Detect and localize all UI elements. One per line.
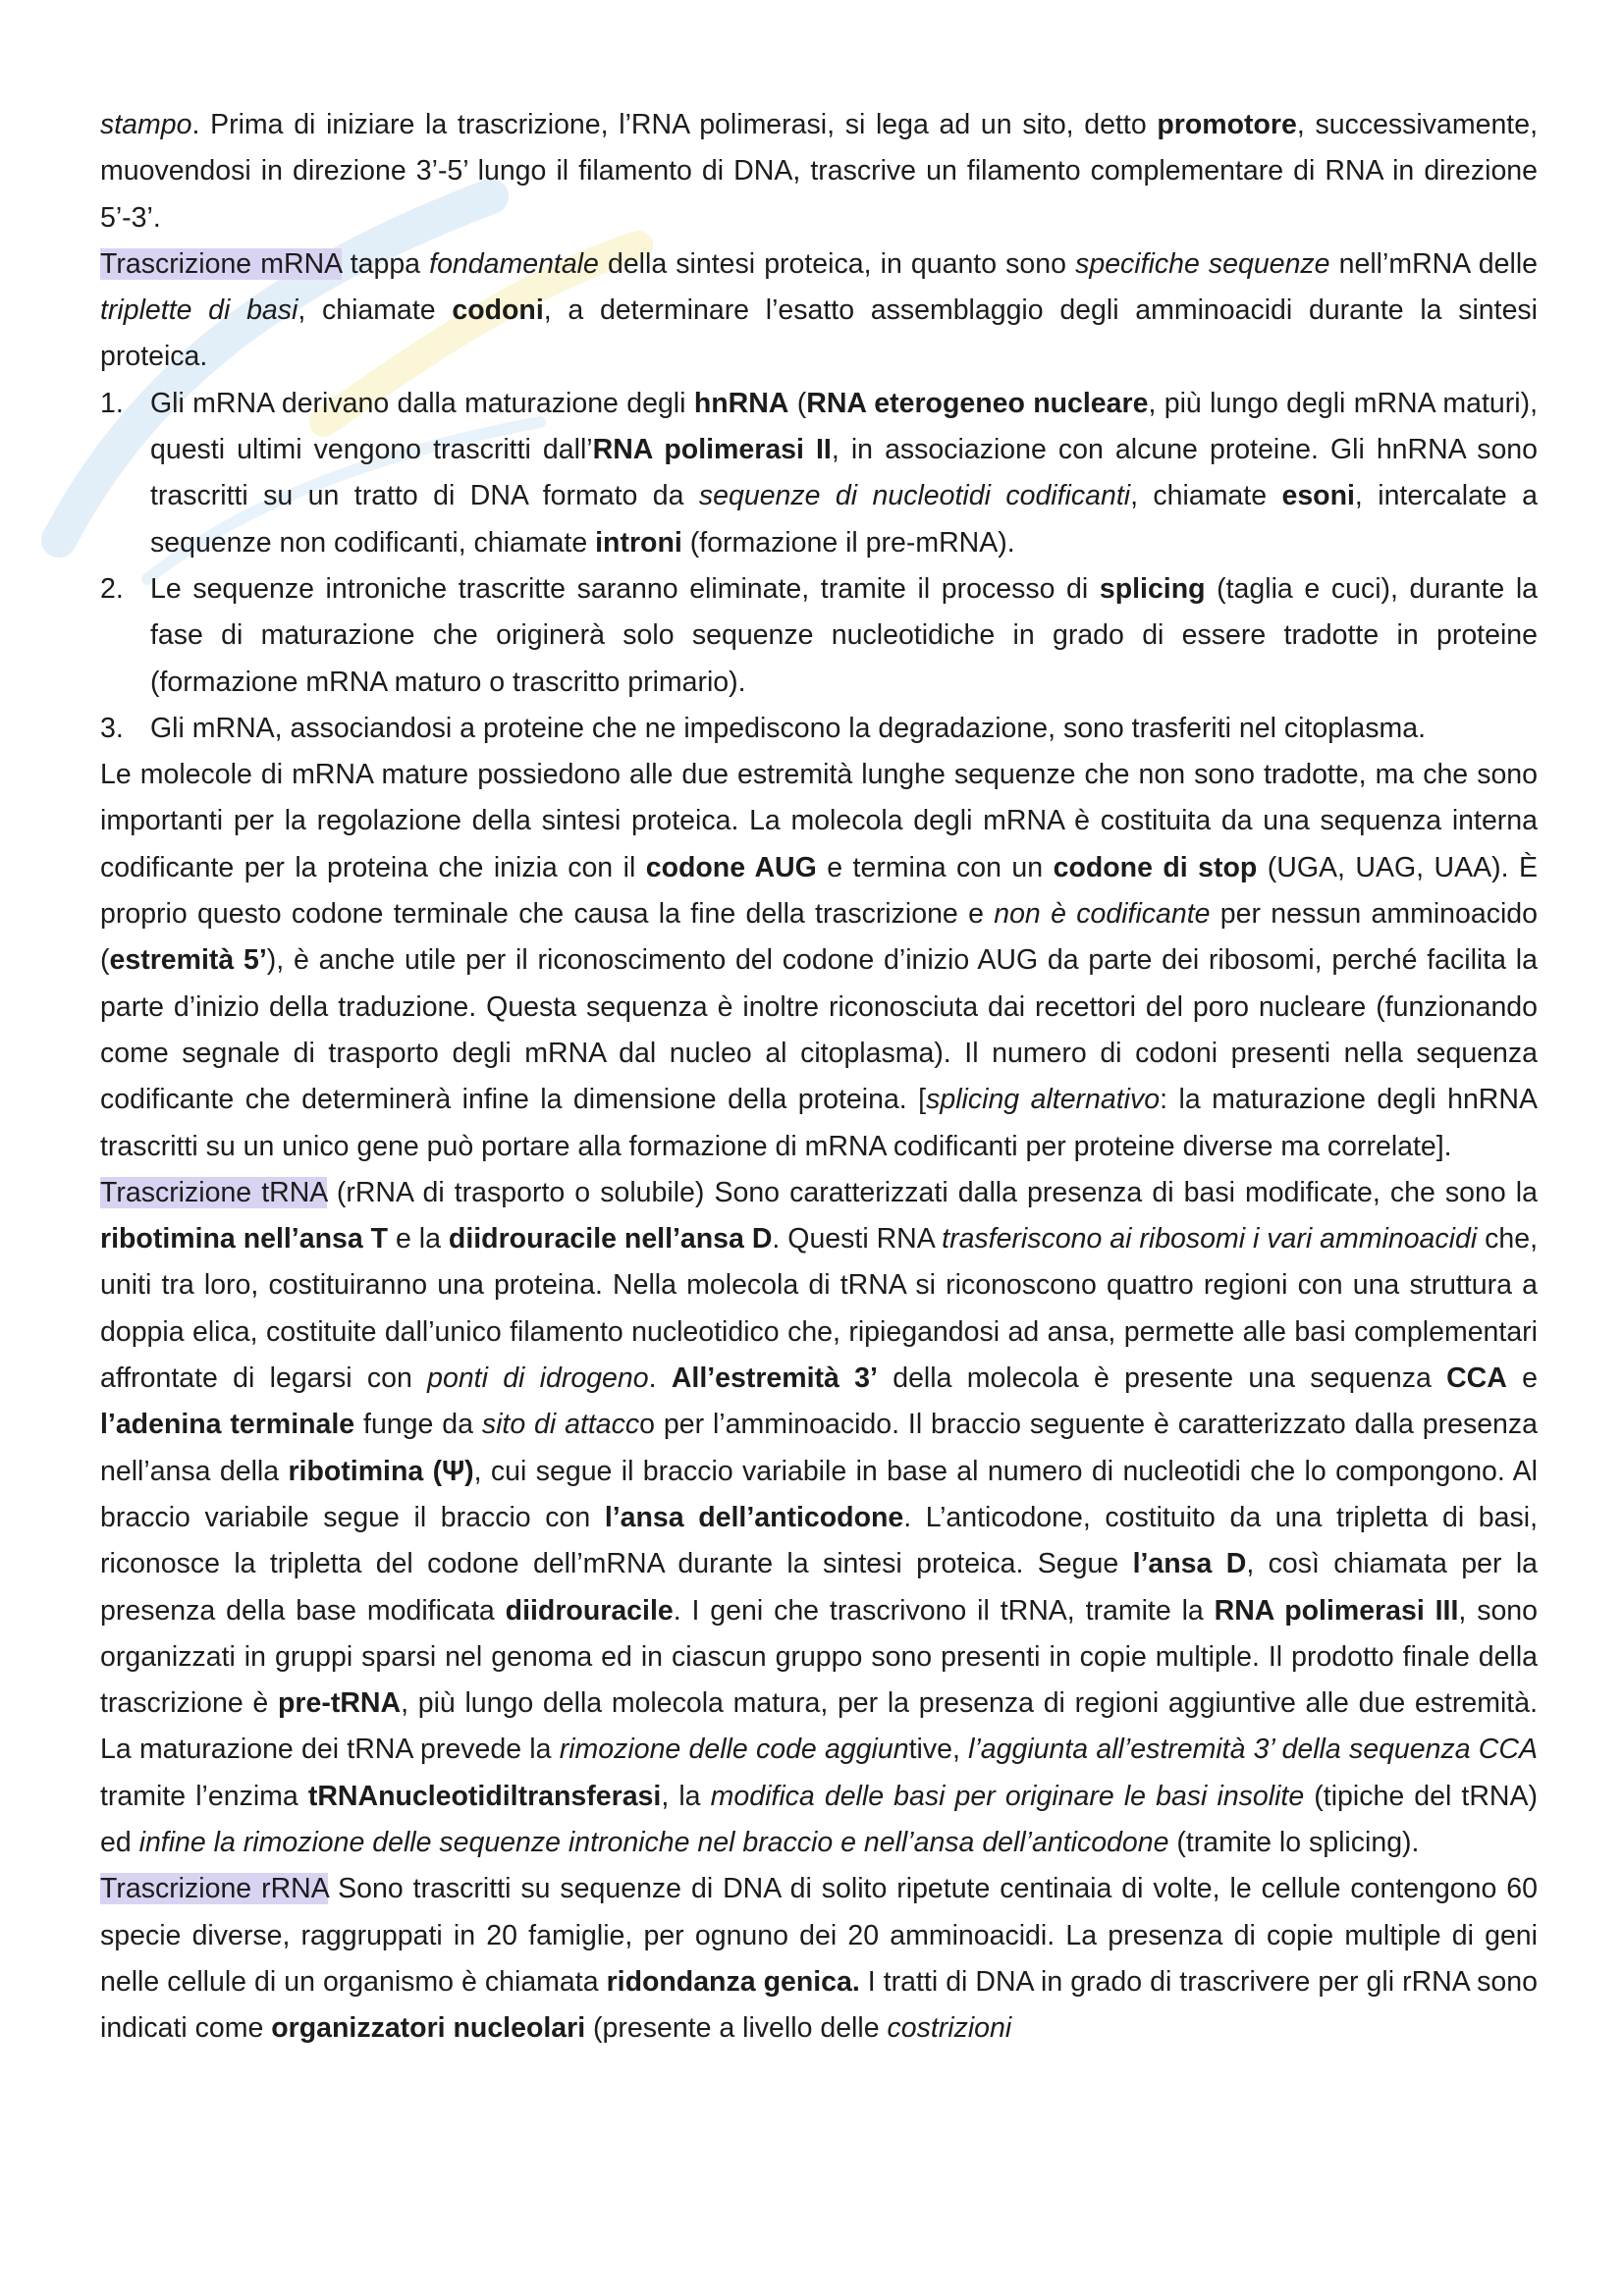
text-run: (rRNA di trasporto o solubile) Sono caratterizzati dalla presenza di basi modificate, che sono la (326, 1176, 1538, 1208)
italic-phrase: stampo (100, 109, 192, 140)
text-run: che, uniti tra loro, costituiranno una proteina. Nella molecola di tRNA si riconoscono quattro regioni con una struttura a doppia elica, costituite dall’unico filamento nucleotidico che, ripiegandosi ad ansa, permette alle basi complementari affrontate di legarsi con (100, 1223, 1538, 1395)
italic-phrase: fondamentale (429, 247, 599, 280)
text-run: (taglia e cuci), durante la fase di maturazione che originerà solo sequenze nucleotidiche in grado di essere tradotte in proteine (formazione mRNA maturo o trascritto primario). (150, 572, 1539, 698)
text-run: , in associazione con alcune proteine. Gli hnRNA sono trascritti su un tratto di DNA formato da (150, 434, 1539, 512)
text-run: : la maturazione degli hnRNA trascritti su un unico gene può portare alla formazione di mRNA codificanti per proteine diverse ma correlate]. (100, 1084, 1538, 1162)
text-run: , successivamente, muovendosi in direzione 3’-5’ lungo il filamento di DNA, trascrive un filamento complementare di RNA in direzione 5’-3’. (100, 109, 1538, 234)
italic-phrase: triplette di basi (100, 294, 298, 327)
bold-term: codone AUG (645, 851, 817, 883)
italic-phrase: costrizioni (887, 2012, 1012, 2045)
bold-term: CCA (1446, 1362, 1507, 1395)
text-run: Gli mRNA derivano dalla maturazione degli (150, 387, 694, 419)
bold-term: diidrouracile (505, 1594, 674, 1627)
bold-term: All’estremità 3’ (671, 1362, 878, 1395)
text-run: Le molecole di mRNA mature possiedono alle due estremità lunghe sequenze che non sono tradotte, ma che sono importanti per la regolazione della sintesi proteica. La molecola degli mRNA è costituita da una sequenza interna codificante per la proteina che inizia con il (100, 759, 1538, 883)
text-run: . L’anticodone, costituito da una tripletta di basi, riconosce la tripletta del codone dell’mRNA durante la sintesi proteica. Segue (100, 1501, 1539, 1580)
text-run: per nessun amminoacido ( (100, 898, 1538, 977)
paragraph-mrna (100, 241, 1538, 381)
bold-term: organizzatori nucleolari (271, 2012, 586, 2045)
bold-term: RNA eterogeneo nucleare (806, 387, 1149, 419)
text-run: ), è anche utile per il riconoscimento del codone d’inizio AUG da parte dei ribosomi, perché facilita la parte d’inizio della traduzione. Questa sequenza è inoltre riconosciuta dai recettori del poro nucleare (funzionando come segnale di trasporto degli mRNA dal nucleo al citoplasma). Il numero di codoni presenti nella sequenza codificante che determinerà infine la dimensione della proteina. [ (100, 944, 1538, 1116)
text-run: Le sequenze introniche trascritte saranno eliminate, tramite il processo di (150, 572, 1100, 605)
mrna-steps-list (100, 381, 1538, 752)
bold-term: splicing (1099, 572, 1206, 605)
text-run: , più lungo degli mRNA maturi), questi ultimi vengono trascritti dall’ (150, 387, 1538, 466)
text-run: . Questi RNA (772, 1223, 943, 1255)
text-run: I tratti di DNA in grado di trascrivere per gli rRNA sono indicati come (100, 1965, 1538, 2045)
bold-term: codone di stop (1053, 851, 1258, 883)
text-run: (UGA, UAG, UAA). È proprio questo codone terminale che causa la fine della trascrizione e (100, 851, 1538, 931)
bold-term: esoni (1281, 480, 1355, 512)
section-heading-highlight: Trascrizione mRNA (100, 247, 342, 280)
list-item (100, 566, 1538, 706)
list-number: 1. (100, 387, 124, 419)
bold-term: tRNAnucleotidiltransferasi (307, 1780, 662, 1812)
text-run: , così chiamata per la presenza della base modificata (100, 1548, 1538, 1627)
paragraph-mature-mrna (100, 752, 1538, 1170)
list-number: 2. (100, 572, 124, 605)
italic-phrase: splicing alternativo (926, 1084, 1161, 1116)
text-run: , chiamate (1130, 480, 1282, 512)
bold-term: ridondanza genica. (606, 1965, 860, 1998)
bold-term: ribotimina (Ψ) (288, 1455, 474, 1487)
text-run: (tipiche del tRNA) ed (100, 1780, 1538, 1858)
text-run: o per l’amminoacido. Il braccio seguente è caratterizzato dalla presenza nell’ansa della (100, 1409, 1539, 1487)
paragraph-intro (100, 102, 1538, 241)
text-run: Gli mRNA, associandosi a proteine che ne impediscono la degradazione, sono trasferiti nel citoplasma. (150, 712, 1427, 744)
bold-term: l’ansa D (1132, 1548, 1247, 1580)
bold-term: l’ansa dell’anticodone (604, 1501, 904, 1533)
text-run: (formazione il pre-mRNA). (681, 526, 1015, 559)
text-run: , più lungo della molecola matura, per la presenza di regioni aggiuntive alle due estremità. La maturazione dei tRNA prevede la (100, 1687, 1538, 1766)
text-run: Sono trascritti su sequenze di DNA di solito ripetute centinaia di volte, le cellule contengono 60 specie diverse, raggruppati in 20 famiglie, per ognuno dei 20 amminoacidi. La presenza di copie multiple di geni nelle cellule di un organismo è chiamata (100, 1873, 1538, 1998)
text-run: della sintesi proteica, in quanto sono (598, 247, 1076, 280)
bold-term: diidrouracile nell’ansa D (448, 1223, 773, 1255)
text-run: e la (388, 1223, 449, 1255)
text-run: , chiamate (298, 294, 453, 327)
italic-phrase: ponti di idrogeno (427, 1362, 649, 1395)
bold-term: introni (595, 526, 682, 559)
bold-term: ribotimina nell’ansa T (100, 1223, 389, 1255)
italic-phrase: modifica delle basi per originare le basi insolite (710, 1780, 1305, 1812)
document-page (100, 102, 1538, 2052)
text-run: tive, (908, 1734, 969, 1766)
italic-phrase: rimozione delle code aggiun (559, 1734, 909, 1766)
text-run: ( (788, 387, 807, 419)
text-run: , la (661, 1780, 711, 1812)
bold-term: RNA polimerasi III (1214, 1594, 1459, 1627)
text-run: e (1506, 1362, 1538, 1395)
text-run: e termina con un (816, 851, 1054, 883)
text-run: . Prima di iniziare la trascrizione, l’RNA polimerasi, si lega ad un sito, detto (191, 109, 1158, 140)
paragraph-rrna (100, 1866, 1538, 2052)
list-item-text (150, 713, 1426, 744)
bold-term: hnRNA (693, 387, 789, 419)
section-heading-highlight: Trascrizione rRNA (100, 1873, 329, 1905)
italic-phrase: sito di attacc (481, 1409, 640, 1441)
text-run: , a determinare l’esatto assemblaggio degli amminoacidi durante la sintesi proteica. (100, 294, 1538, 373)
italic-phrase: sequenze di nucleotidi codificanti (698, 480, 1131, 512)
text-run: , sono organizzati in gruppi sparsi nel genoma ed in ciascun gruppo sono presenti in copie multiple. Il prodotto finale della trascrizione è (100, 1594, 1539, 1720)
list-item-text (150, 388, 1538, 559)
list-item (100, 706, 1538, 752)
italic-phrase: infine la rimozione delle sequenze introniche nel braccio e nell’ansa dell’anticodone (138, 1826, 1169, 1858)
text-run: della molecola è presente una sequenza (877, 1362, 1447, 1395)
italic-phrase: specifiche sequenze (1075, 247, 1330, 280)
text-run: , cui segue il braccio variabile in base al numero di nucleotidi che lo compongono. Al braccio variabile segue il braccio con (100, 1455, 1538, 1533)
bold-term: estremità 5’ (109, 944, 267, 977)
bold-term: promotore (1157, 109, 1297, 140)
italic-phrase: non è codificante (994, 898, 1211, 931)
text-run: , intercalate a sequenze non codificanti, chiamate (150, 480, 1538, 559)
text-run: (presente a livello delle (585, 2012, 888, 2045)
bold-term: pre-tRNA (278, 1687, 402, 1720)
text-run: tappa (341, 247, 430, 280)
text-run: nell’mRNA delle (1329, 247, 1539, 280)
paragraph-trna (100, 1170, 1538, 1866)
text-run: funge da (354, 1409, 482, 1441)
list-item-text (150, 573, 1538, 698)
bold-term: codoni (452, 294, 544, 327)
list-item (100, 381, 1538, 566)
text-run: . (648, 1362, 672, 1395)
bold-term: RNA polimerasi II (592, 434, 832, 466)
list-number: 3. (100, 712, 124, 744)
text-run: tramite l’enzima (100, 1780, 308, 1812)
text-run: (tramite lo splicing). (1168, 1826, 1420, 1858)
italic-phrase: l’aggiunta all’estremità 3’ della sequenza CCA (968, 1734, 1538, 1766)
section-heading-highlight: Trascrizione tRNA (100, 1176, 327, 1208)
text-run: . I geni che trascrivono il tRNA, tramite la (673, 1594, 1215, 1627)
italic-phrase: trasferiscono ai ribosomi i vari amminoacidi (942, 1223, 1478, 1255)
bold-term: l’adenina terminale (100, 1409, 355, 1441)
